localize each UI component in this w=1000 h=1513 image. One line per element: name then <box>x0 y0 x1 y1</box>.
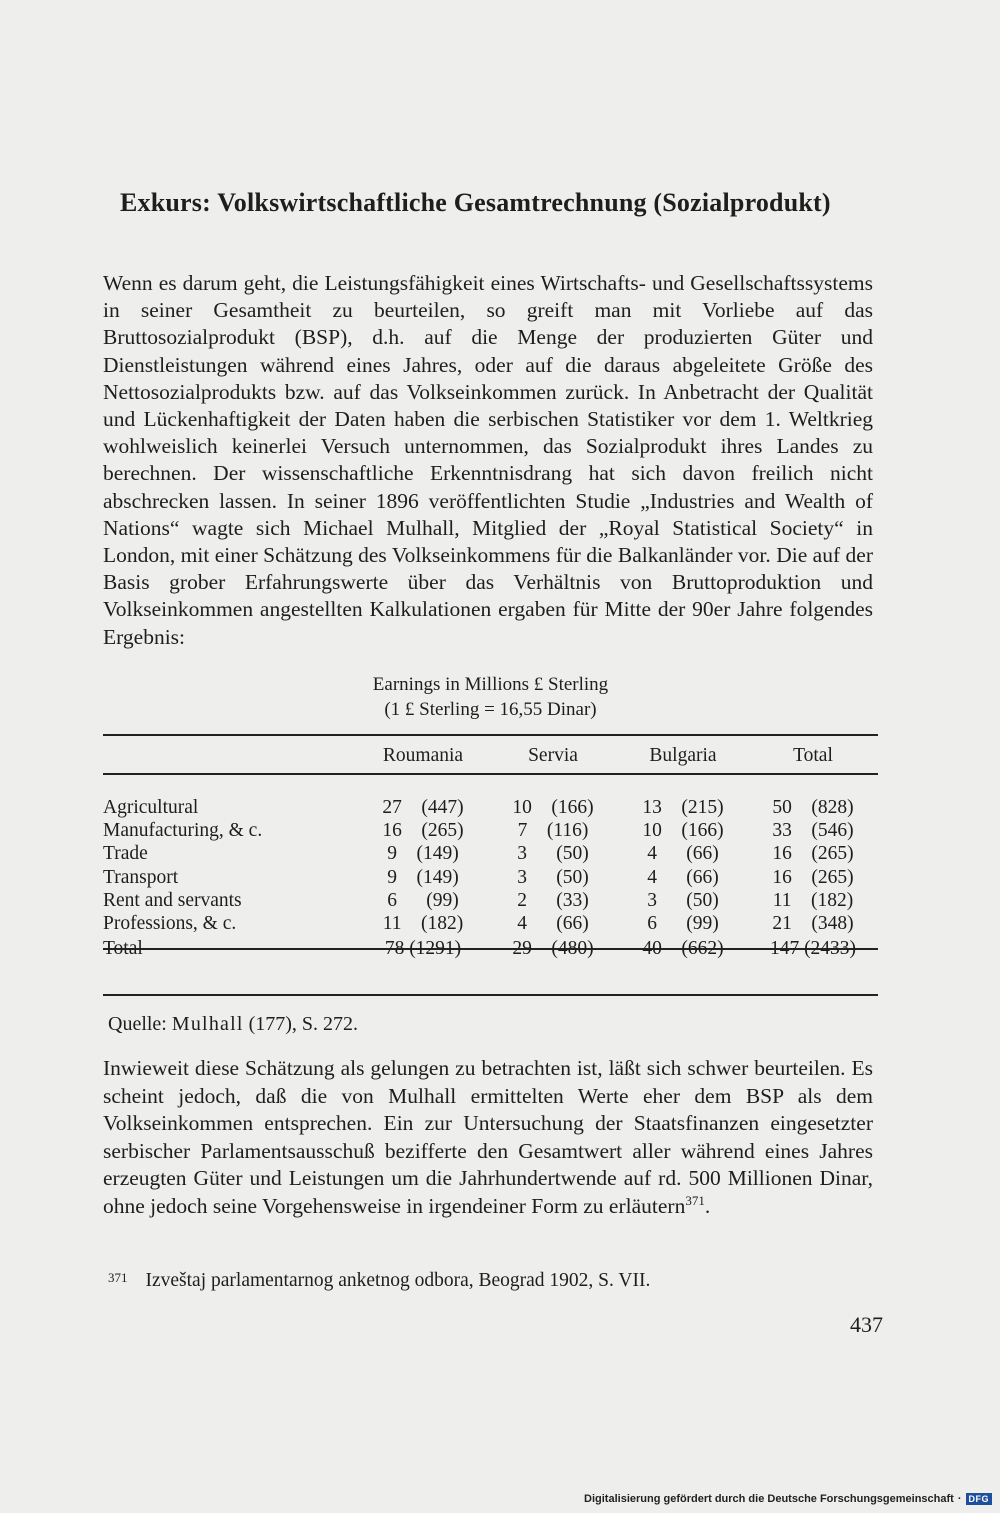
table-top-rule <box>103 734 878 736</box>
table-row <box>103 889 878 912</box>
cell-bulgaria: 13 (215) <box>642 796 724 818</box>
section-title: Exkurs: Volkswirtschaftliche Gesamtrechnung (Sozialprodukt) <box>120 188 831 217</box>
intro-paragraph: Wenn es darum geht, die Leistungsfähigkeit eines Wirtschafts- und Gesellschaftssystems in seiner Gesamtheit zu beurteilen, so greift man mit Vorliebe auf das Bruttosozialprodukt (BSP), d.h. auf die Menge der produzierten Güter und Dienstleistungen während eines Jahres, oder auf die daraus abgeleitete Größe des Nettosozialprodukts bzw. auf das Volkseinkommen zurück. In Anbetracht der Qualität und Lückenhaftigkeit der Daten haben die serbischen Statistiker vor dem 1. Weltkrieg wohlweislich keinerlei Versuch unternommen, das Sozialprodukt ihres Landes zu berechnen. Der wissenschaftliche Erkenntnisdrang hat sich davon freilich nicht abschrecken lassen. In seiner 1896 veröffentlichten Studie „Industries and Wealth of Nations“ wagte sich Michael Mulhall, Mitglied der „Royal Statistical Society“ in London, mit einer Schätzung des Volkseinkommens für die Balkanländer vor. Die auf der Basis grober Erfahrungswerte über das Verhältnis von Bruttoproduktion und Volkseinkommen angestellten Kalkulationen ergaben für Mitte der 90er Jahre folgendes Ergebnis: <box>103 271 873 649</box>
total-roumania: 78 (1291) <box>384 937 462 959</box>
cell-total: 16 (265) <box>772 866 854 888</box>
header-total: Total <box>793 745 833 766</box>
total-servia: 29 (480) <box>512 937 594 959</box>
row-label: Manufacturing, & c. <box>103 819 263 841</box>
cell-roumania: 16 (265) <box>382 819 464 841</box>
cell-bulgaria: 3 (50) <box>647 889 719 911</box>
footnote <box>108 1270 650 1292</box>
cell-servia: 3 (50) <box>517 843 589 865</box>
cell-bulgaria: 4 (66) <box>647 866 719 888</box>
table-row <box>103 796 878 819</box>
table-caption-rate: (1 £ Sterling = 16,55 Dinar) <box>384 699 597 720</box>
row-label: Transport <box>103 866 179 888</box>
cell-servia: 4 (66) <box>517 913 589 935</box>
credit-text: Digitalisierung gefördert durch die Deutsche Forschungsgemeinschaft <box>584 1493 954 1505</box>
bleed-through-text <box>100 88 890 119</box>
row-label: Rent and servants <box>103 889 242 911</box>
dfg-logo-icon: DFG <box>966 1493 993 1505</box>
cell-bulgaria: 6 (99) <box>647 913 719 935</box>
footnote-number: 371 <box>108 1270 128 1285</box>
page-number: 437 <box>850 1312 883 1337</box>
footnote-reference: 371 <box>685 1192 705 1208</box>
cell-roumania: 6 (99) <box>387 889 459 911</box>
footnote-text: Izveštaj parlamentarnog anketnog odbora, Beograd 1902, S. VII. <box>145 1270 651 1291</box>
header-roumania: Roumania <box>382 745 464 766</box>
row-label: Trade <box>103 843 148 865</box>
cell-total: 21 (348) <box>772 913 854 935</box>
cell-bulgaria: 4 (66) <box>647 843 719 865</box>
table-row <box>103 912 878 935</box>
cell-servia: 10 (166) <box>512 796 594 818</box>
table-row <box>103 819 878 842</box>
table-total-row <box>103 936 878 962</box>
cell-roumania: 9 (149) <box>387 866 459 888</box>
table-header-row <box>103 738 878 774</box>
row-label: Agricultural <box>103 796 199 818</box>
table-row <box>103 866 878 889</box>
table-row <box>103 843 878 866</box>
table-caption <box>103 672 878 722</box>
cell-total: 33 (546) <box>772 819 854 841</box>
earnings-table <box>103 738 878 962</box>
header-label-cell <box>103 738 358 774</box>
cell-total: 16 (265) <box>772 843 854 865</box>
source-author: Mulhall <box>171 1013 244 1035</box>
table-caption-title: Earnings in Millions £ Sterling <box>372 674 609 695</box>
cell-bulgaria: 10 (166) <box>642 819 724 841</box>
cell-roumania: 9 (149) <box>387 843 459 865</box>
cell-servia: 2 (33) <box>517 889 589 911</box>
cell-servia: 3 (50) <box>517 866 589 888</box>
header-bulgaria: Bulgaria <box>649 745 717 766</box>
cell-roumania: 11 (182) <box>382 913 464 935</box>
table-bottom-rule <box>103 994 878 996</box>
cell-roumania: 27 (447) <box>382 796 464 818</box>
source-prefix: Quelle: <box>108 1013 172 1035</box>
table-source <box>108 1013 358 1036</box>
table-spacer-row <box>103 774 878 796</box>
cell-servia: 7 (116) <box>517 819 589 841</box>
row-label: Professions, & c. <box>103 913 237 935</box>
total-label: Total <box>103 937 143 959</box>
cell-total: 50 (828) <box>772 796 854 818</box>
digitization-credit: Digitalisierung gefördert durch die Deutsche Forschungsgemeinschaft · DFG <box>584 1493 992 1505</box>
source-reference: (177), S. 272. <box>243 1013 359 1035</box>
closing-paragraph-text: Inwieweit diese Schätzung als gelungen zu betrachten ist, läßt sich schwer beurteilen. Es scheint jedoch, daß die von Mulhall ermittelten Werte eher dem BSP als dem Volkseinkommen entsprechen. Ein zur Untersuchung der Staatsfinanzen eingesetzter serbischer Parlamentsausschuß bezifferte den Gesamtwert aller während eines Jahres erzeugten Güter und Leistungen um die Jahrhundertwende auf rd. 500 Millionen Dinar, ohne jedoch seine Vorgehensweise in irgendeiner Form zu erläutern <box>103 1056 873 1218</box>
total-total: 147 (2433) <box>769 937 857 959</box>
closing-paragraph-end: . <box>704 1193 711 1218</box>
total-bulgaria: 40 (662) <box>642 937 724 959</box>
cell-total: 11 (182) <box>772 889 854 911</box>
header-servia: Servia <box>528 745 578 766</box>
closing-paragraph <box>103 1055 873 1221</box>
